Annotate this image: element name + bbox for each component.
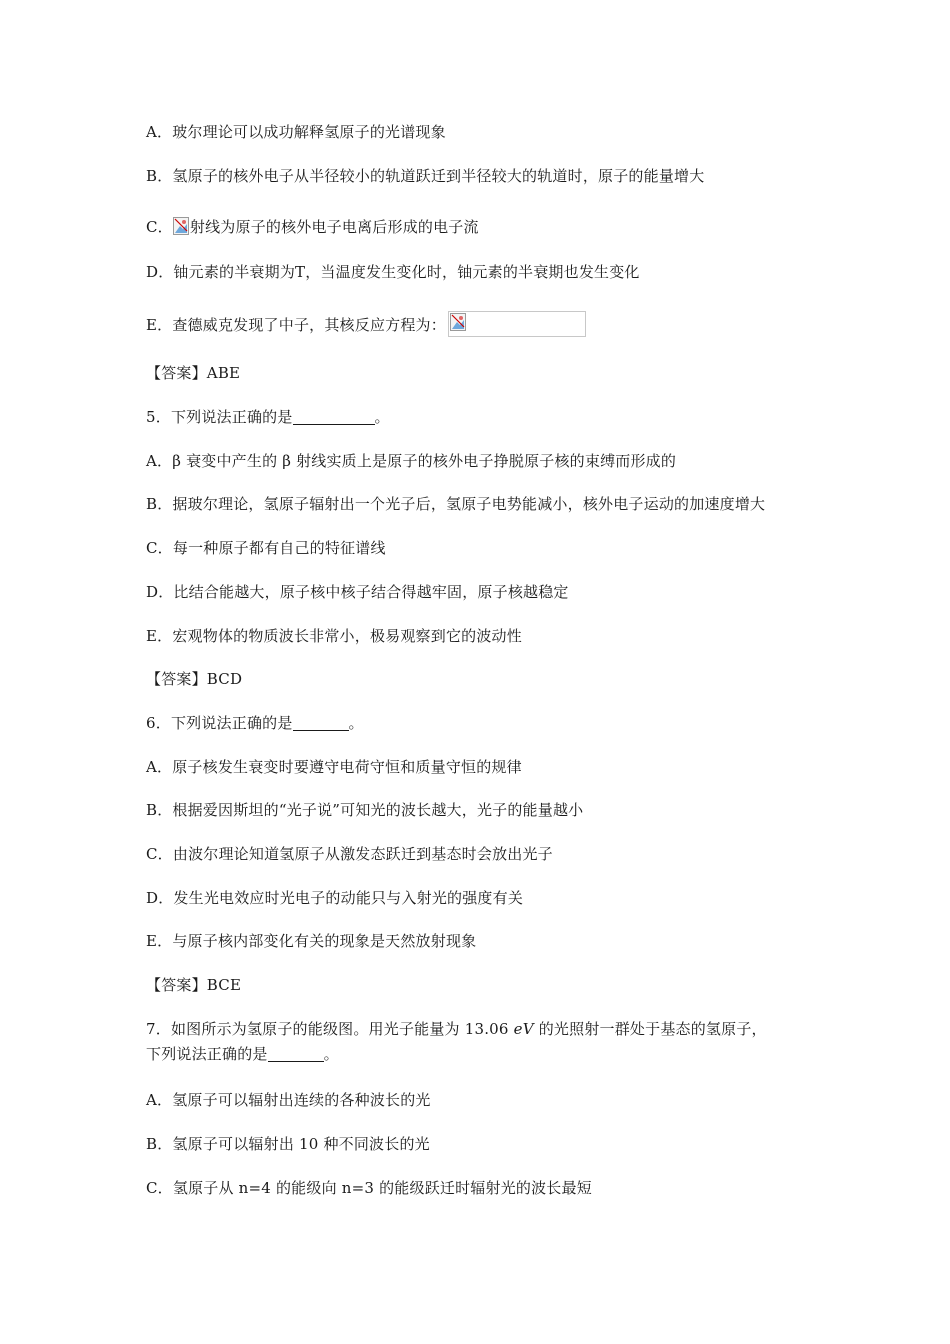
q4-option-d: D．铀元素的半衰期为T，当温度发生变化时，铀元素的半衰期也发生变化 [146,263,640,281]
q4-option-b: B．氢原子的核外电子从半径较小的轨道跃迁到半径较大的轨道时，原子的能量增大 [146,167,705,185]
answer-blank [293,408,375,425]
q4-option-e [146,311,586,337]
q6-option-a: A．原子核发生衰变时要遵守电荷守恒和质量守恒的规律 [146,758,522,776]
q5-option-a: A．β 衰变中产生的 β 射线实质上是原子的核外电子挣脱原子核的束缚而形成的 [146,452,677,470]
q7-stem-line1 [146,1018,767,1040]
q4-option-e-text: E．查德威克发现了中子，其核反应方程为： [146,316,446,334]
q5-stem-end: 。 [374,408,390,426]
q5-stem [146,406,390,428]
q4-option-c-prefix: C． [146,218,173,236]
answer-blank [268,1045,324,1062]
q7-option-b: B．氢原子可以辐射出 10 种不同波长的光 [146,1135,430,1153]
q6-option-b: B．根据爱因斯坦的“光子说”可知光的波长越大，光子的能量越小 [146,801,584,819]
q6-stem-end: 。 [348,714,364,732]
q5-answer: 【答案】BCD [146,670,243,688]
q7-option-a: A．氢原子可以辐射出连续的各种波长的光 [146,1091,431,1109]
q7-stem-2: 下列说法正确的是 [146,1045,268,1063]
q7-stem-end: 。 [323,1045,339,1063]
q7-stem-1b: 的光照射一群处于基态的氢原子， [533,1020,767,1038]
q6-option-e: E．与原子核内部变化有关的现象是天然放射现象 [146,932,477,950]
q5-option-c: C．每一种原子都有自己的特征谱线 [146,539,386,557]
q5-option-b: B．据玻尔理论，氢原子辐射出一个光子后，氢原子电势能减小，核外电子运动的加速度增大 [146,495,766,513]
q7-stem-line2 [146,1043,339,1065]
q6-option-d: D．发生光电效应时光电子的动能只与入射光的强度有关 [146,889,524,907]
q7-stem-1a: 7．如图所示为氢原子的能级图。用光子能量为 13.06 [146,1020,514,1038]
q4-option-c-text: 射线为原子的核外电子电离后形成的电子流 [189,218,479,236]
answer-blank [293,714,349,731]
broken-image-icon [173,217,189,235]
q6-stem [146,712,364,734]
q7-option-c: C．氢原子从 n=4 的能级向 n=3 的能级跃迁时辐射光的波长最短 [146,1179,592,1197]
q5-option-e: E．宏观物体的物质波长非常小，极易观察到它的波动性 [146,627,522,645]
q5-stem-text: 5．下列说法正确的是 [146,408,293,426]
q6-stem-text: 6．下列说法正确的是 [146,714,293,732]
q5-option-d: D．比结合能越大，原子核中核子结合得越牢固，原子核越稳定 [146,583,569,601]
q4-option-a: A．玻尔理论可以成功解释氢原子的光谱现象 [146,123,446,141]
q4-option-c [146,216,479,238]
q6-answer: 【答案】BCE [146,976,242,994]
equation-image [448,311,586,337]
q7-unit: eV [513,1020,534,1038]
broken-image-icon [450,313,466,331]
q6-option-c: C．由波尔理论知道氢原子从激发态跃迁到基态时会放出光子 [146,845,553,863]
q4-answer: 【答案】ABE [146,364,241,382]
